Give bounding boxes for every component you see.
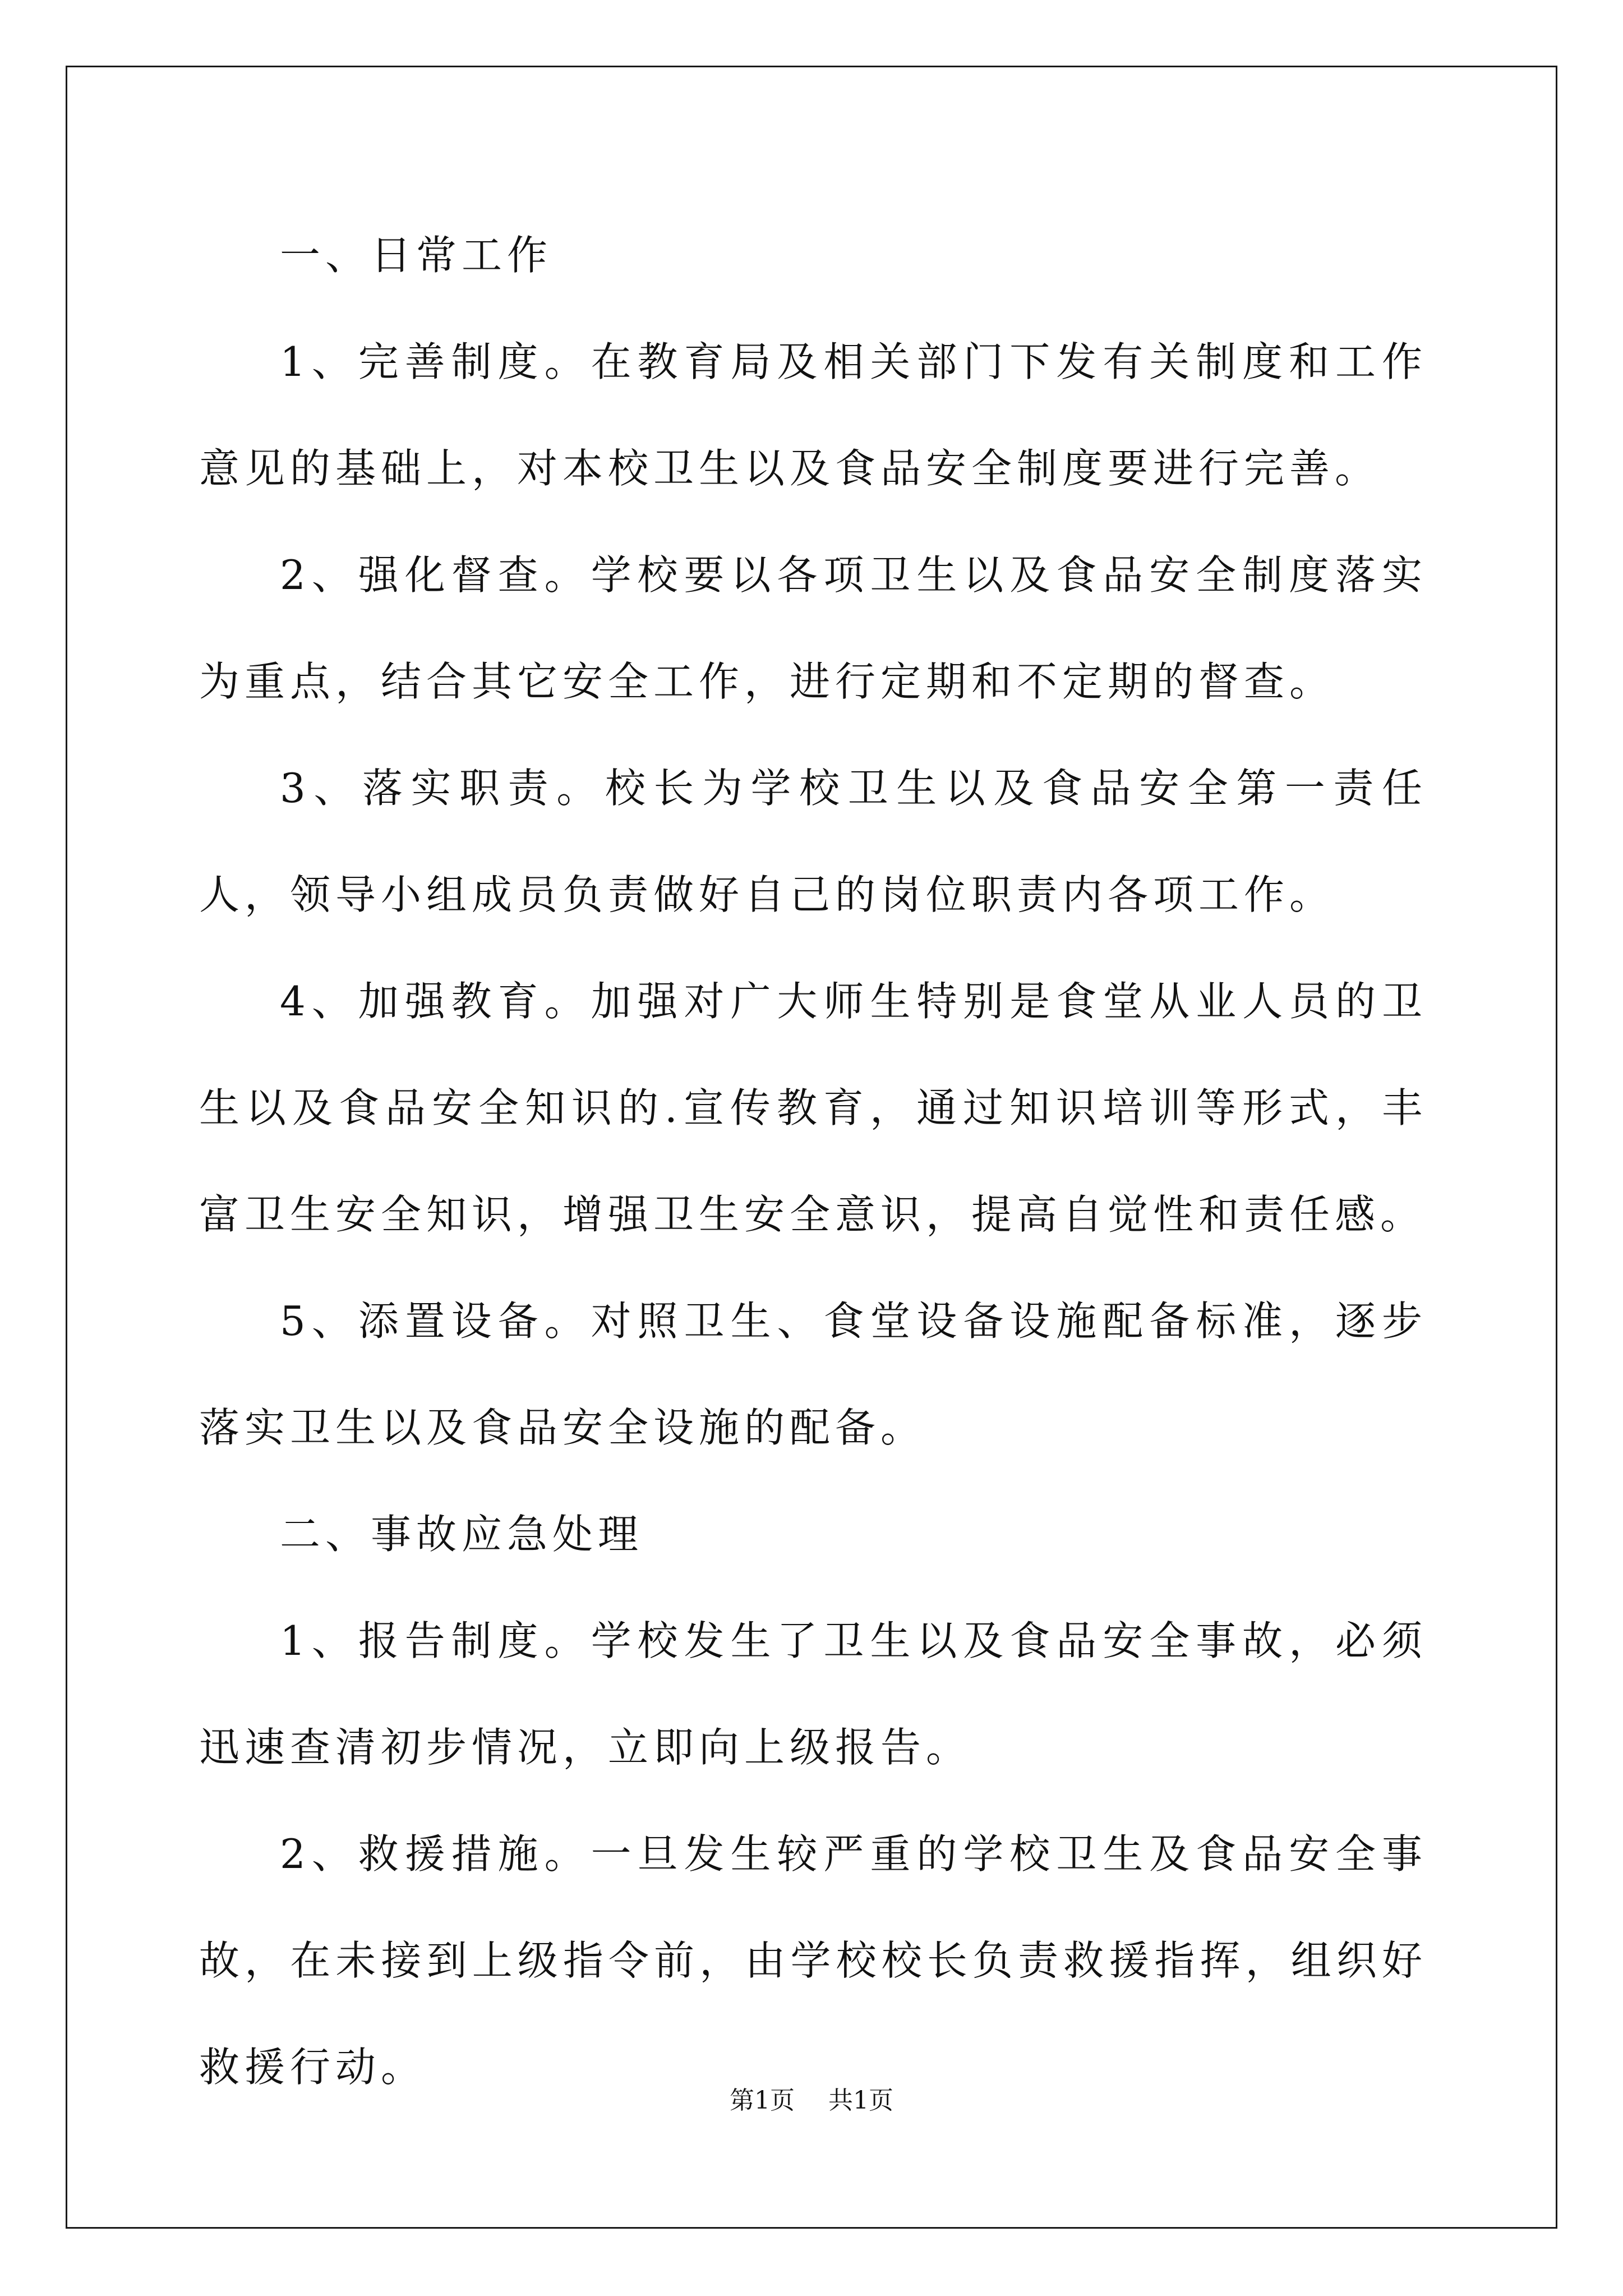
page-footer <box>0 2080 1623 2116</box>
paragraph-report-system: 1、报告制度。学校发生了卫生以及食品安全事故，必须迅速查清初步情况，立即向上级报告。 <box>199 1617 1427 1771</box>
document-body <box>199 202 1427 2120</box>
paragraph-strengthen-inspection: 2、强化督查。学校要以各项卫生以及食品安全制度落实为重点，结合其它安全工作，进行定期和不定期的督查。 <box>199 551 1427 705</box>
paragraph-add-equipment: 5、添置设备。对照卫生、食堂设备设施配备标准，逐步落实卫生以及食品安全设施的配备。 <box>199 1297 1427 1451</box>
paragraph-improve-system: 1、完善制度。在教育局及相关部门下发有关制度和工作意见的基础上，对本校卫生以及食品安全制度要进行完善。 <box>199 338 1427 492</box>
section-heading-emergency: 二、事故应急处理 <box>280 1511 644 1558</box>
section-heading-daily-work: 一、日常工作 <box>280 232 553 279</box>
page-number-total: 共1页 <box>828 2086 893 2115</box>
paragraph-implement-duties: 3、落实职责。校长为学校卫生以及食品安全第一责任人，领导小组成员负责做好自己的岗位职责内各项工作。 <box>199 765 1427 918</box>
paragraph-strengthen-education: 4、加强教育。加强对广大师生特别是食堂从业人员的卫生以及食品安全知识的.宣传教育，通过知识培训等形式，丰富卫生安全知识，增强卫生安全意识，提高自觉性和责任感。 <box>199 978 1427 1238</box>
paragraph-rescue-measures: 2、救援措施。一旦发生较严重的学校卫生及食品安全事故，在未接到上级指令前，由学校校长负责救援指挥，组织好救援行动。 <box>199 1830 1427 2091</box>
page-number-current: 第1页 <box>730 2086 795 2115</box>
